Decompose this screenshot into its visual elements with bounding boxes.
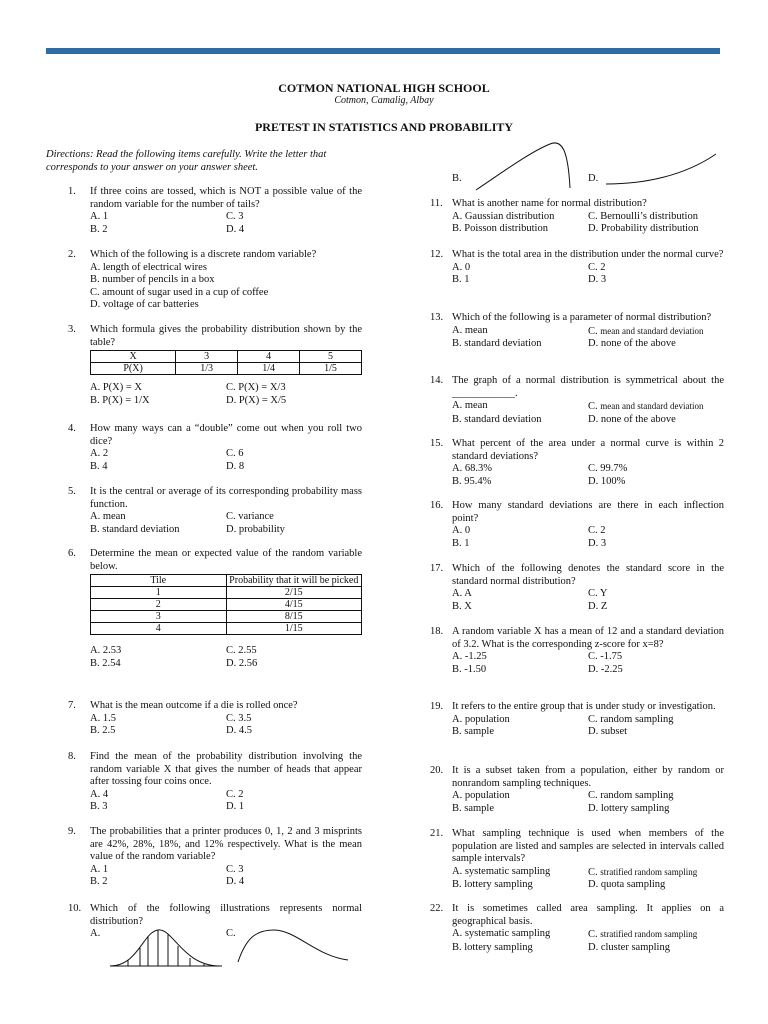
question-6: 6. Determine the mean or expected value of the random variable below. Tile Probability that it will be picked 1 2/15 2 4/15 3 8/15 4 1/15 A. 2.53 C. 2.55 B. 2.54 D. 2.56: [68, 548, 362, 669]
directions: Directions: Read the following items carefully. Write the letter that corresponds to your answer on your answer sheet.: [46, 149, 327, 173]
school-address: Cotmon, Camalig, Albay: [334, 95, 434, 106]
question-14: 14. The graph of a normal distribution is symmetrical about the ____________. A. mean C. mean and standard deviation B. standard deviation D. none of the above: [430, 375, 724, 425]
question-9: 9. The probabilities that a printer produces 0, 1, 2 and 3 misprints are 42%, 28%, 18%, and 12% respectively. What is the mean value of the random variable? A. 1 C. 3 B. 2 D. 4: [68, 826, 362, 888]
illustration-d-flat-curve: [604, 146, 720, 188]
question-17: 17. Which of the following denotes the standard score in the standard normal distribution? A. A C. Y B. X D. Z: [430, 563, 724, 612]
illustration-b-skewed-curve: [470, 140, 582, 192]
question-4: 4. How many ways can a “double” come out when you roll two dice? A. 2 C. 6 B. 4 D. 8: [68, 423, 362, 472]
question-5: 5. It is the central or average of its corresponding probability mass function. A. mean C. variance B. standard deviation D. probability: [68, 486, 362, 535]
school-name: COTMON NATIONAL HIGH SCHOOL: [278, 81, 490, 95]
question-8: 8. Find the mean of the probability distribution involving the random variable X that gives the number of heads that appear after tossing four coins once. A. 4 C. 2 B. 3 D. 1: [68, 751, 362, 813]
question-10: 10. Which of the following illustrations represents normal distribution? A. C.: [68, 903, 362, 940]
question-13: 13. Which of the following is a parameter of normal distribution? A. mean C. mean and standard deviation B. standard deviation D. none of the above: [430, 312, 712, 350]
question-12: 12. What is the total area in the distribution under the normal curve? A. 0 C. 2 B. 1 D. 3: [430, 249, 724, 286]
question-18: 18. A random variable X has a mean of 12 and a standard deviation of 3.2. What is the corresponding z-score for x=8? A. -1.25 C. -1.75 B. -1.50 D. -2.25: [430, 626, 724, 675]
illustration-a-bell-curve: [108, 926, 226, 970]
question-19: 19. It refers to the entire group that is under study or investigation. A. population C. random sampling B. sample D. subset: [430, 701, 716, 738]
question-15: 15. What percent of the area under a normal curve is within 2 standard deviations? A. 68.3% C. 99.7% B. 95.4% D. 100%: [430, 438, 724, 487]
test-title: PRETEST IN STATISTICS AND PROBABILITY: [254, 120, 514, 134]
question-22: 22. It is sometimes called area sampling. It applies on a geographical basis. A. systematic sampling C. stratified random sampling B. lottery sampling D. cluster sampling: [430, 903, 724, 953]
question-2: 2. Which of the following is a discrete random variable? A. length of electrical wires B. number of pencils in a box C. amount of sugar used in a cup of coffee D. voltage of car batteries: [68, 249, 317, 311]
illustration-c-skewed-curve: [236, 926, 352, 966]
question-10-continued: B. D.: [452, 173, 599, 184]
probability-table-q3: X 3 4 5 P(X) 1/3 1/4 1/5: [90, 350, 362, 375]
question-11: 11. What is another name for normal distribution? A. Gaussian distribution C. Bernoulli’s distribution B. Poisson distribution D. Probability distribution: [430, 198, 699, 235]
header-rule: [46, 48, 720, 54]
question-1: 1. If three coins are tossed, which is NOT a possible value of the random variable for the number of tails? A. 1 C. 3 B. 2 D. 4: [68, 186, 362, 235]
tile-probability-table: Tile Probability that it will be picked 1 2/15 2 4/15 3 8/15 4 1/15: [90, 574, 362, 635]
question-3: 3. Which formula gives the probability distribution shown by the table? X 3 4 5 P(X) 1/3 1/4 1/5 A. P(X) = X C. P(X) = X/3 B. P(X) = 1/X D. P(X) = X/5: [68, 324, 362, 406]
question-16: 16. How many standard deviations are there in each inflection point? A. 0 C. 2 B. 1 D. 3: [430, 500, 724, 549]
question-7: 7. What is the mean outcome if a die is rolled once? A. 1.5 C. 3.5 B. 2.5 D. 4.5: [68, 700, 298, 737]
question-21: 21. What sampling technique is used when members of the population are listed and samples are selected in intervals called sample intervals? A. systematic sampling C. stratified random sampling B. lottery sampling D. quota sampling: [430, 828, 724, 891]
question-20: 20. It is a subset taken from a population, either by random or nonrandom sampling techniques. A. population C. random sampling B. sample D. lottery sampling: [430, 765, 724, 814]
